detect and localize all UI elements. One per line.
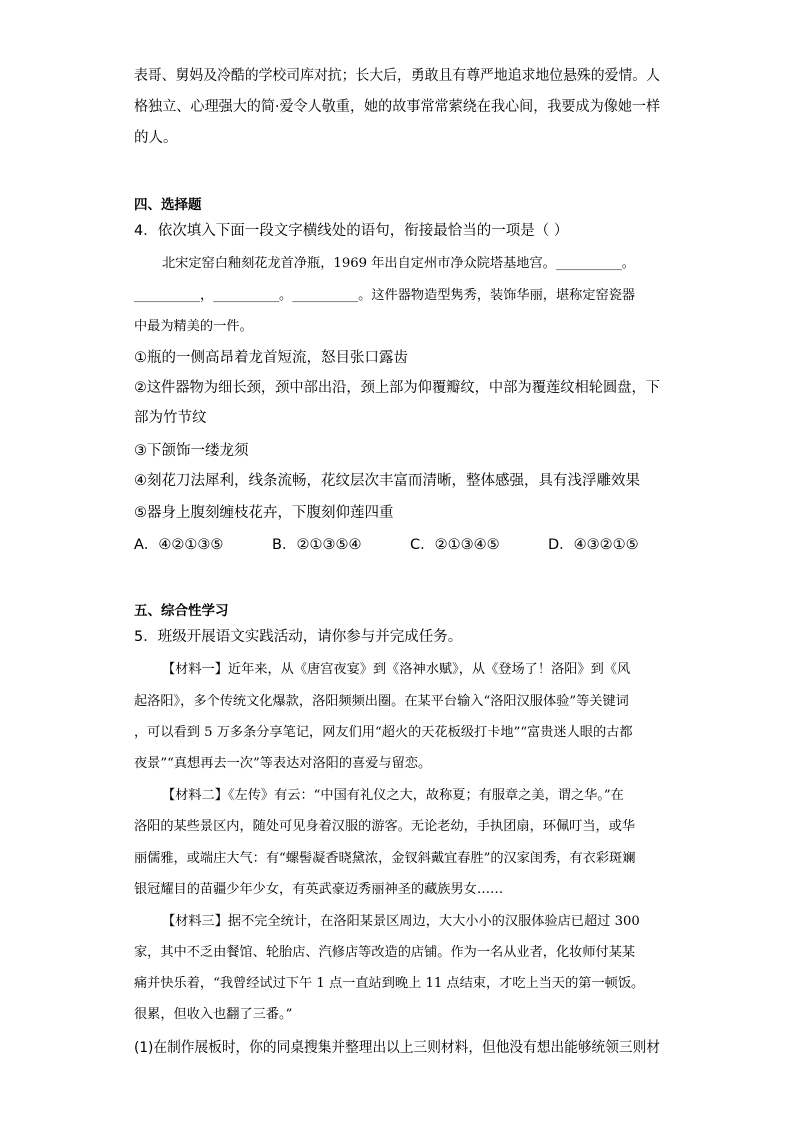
continuation-line: 格独立、心理强大的简·爱令人敬重，她的故事常常萦绕在我心间，我要成为像她一样: [134, 99, 661, 115]
option-b: B．②①③⑤④: [272, 537, 362, 553]
passage-line: 北宋定窑白釉刻花龙首净瓶，1969 年出自定州市净众院塔基地宫。__________。: [162, 256, 635, 271]
sub-question: (1)在制作展板时，你的同桌搜集并整理出以上三则材料，但他没有想出能够统领三则材: [134, 1040, 661, 1056]
material-line: 【材料三】据不完全统计，在洛阳某景区周边，大大小小的汉服体验店已超过 300: [162, 914, 640, 929]
option-c: C．②①③④⑤: [410, 537, 500, 553]
continuation-line: 的人。: [134, 130, 178, 146]
material-line: 【材料二】《左传》有云：“中国有礼仪之大，故称夏；有服章之美，谓之华。”在: [162, 788, 624, 803]
material-line: 银冠耀目的苗疆少年少女，有英武豪迈秀丽神圣的藏族男女……: [134, 882, 504, 897]
material-line: 洛阳的某些景区内，随处可见身着汉服的游客。无论老幼，手执团扇，环佩叮当，或华: [134, 819, 636, 834]
section-heading: 四、选择题: [134, 197, 202, 213]
material-line: 【材料一】近年来，从《唐宫夜宴》到《洛神水赋》，从《登场了！洛阳》到《风: [162, 662, 631, 677]
material-line: 起洛阳》，多个传统文化爆款，洛阳频频出圈。在某平台输入“洛阳汉服体验”等关键词: [134, 694, 629, 709]
passage-line: __________，__________。__________。这件器物造型隽秀，装饰华丽，堪称定窑瓷器: [134, 288, 636, 303]
passage-line: 中最为精美的一件。: [134, 319, 253, 334]
material-line: 很累，但收入也翻了三番。”: [134, 1007, 293, 1022]
continuation-line: 表哥、舅妈及冷酷的学校司库对抗；长大后，勇敢且有尊严地追求地位悬殊的爱情。人: [134, 68, 660, 84]
material-line: 家，其中不乏由餐馆、轮胎店、汽修店等改造的店铺。作为一名从业者，化妆师付某某: [134, 945, 636, 960]
choice-item: ⑤器身上腹刻缠枝花卉，下腹刻仰莲四重: [134, 505, 394, 521]
choice-item: ④刻花刀法犀利，线条流畅，花纹层次丰富而清晰，整体感强，具有浅浮雕效果: [134, 473, 640, 489]
material-line: 夜景”“真想再去一次”等表达对洛阳的喜爱与留恋。: [134, 756, 432, 771]
material-line: 丽儒雅，或端庄大气：有“螺髻凝香晓黛浓，金钗斜戴宜春胜”的汉家闺秀，有衣彩斑斓: [134, 851, 636, 866]
material-line: ，可以看到 5 万多条分享笔记，网友们用“超火的天花板级打卡地”“富贵迷人眼的古都: [134, 725, 633, 740]
section-heading: 五、综合性学习: [134, 603, 229, 619]
option-a: A．④②①③⑤: [134, 537, 224, 553]
option-d: D．④③②①⑤: [548, 537, 639, 553]
material-line: 痛并快乐着，“我曾经试过下午 1 点一直站到晚上 11 点结束，才吃上当天的第一顿饭。: [134, 976, 645, 991]
question-stem: 4．依次填入下面一段文字横线处的语句，衔接最恰当的一项是（ ）: [134, 223, 569, 239]
question-stem: 5．班级开展语文实践活动，请你参与并完成任务。: [134, 629, 463, 645]
choice-item: ②这件器物为细长颈，颈中部出沿，颈上部为仰覆瓣纹，中部为覆莲纹相轮圆盘，下: [134, 380, 661, 396]
choice-item: ①瓶的一侧高昂着龙首短流，怒目张口露齿: [134, 350, 408, 366]
choice-item: ③下颌饰一缕龙须: [134, 443, 249, 459]
choice-item: 部为竹节纹: [134, 410, 207, 426]
